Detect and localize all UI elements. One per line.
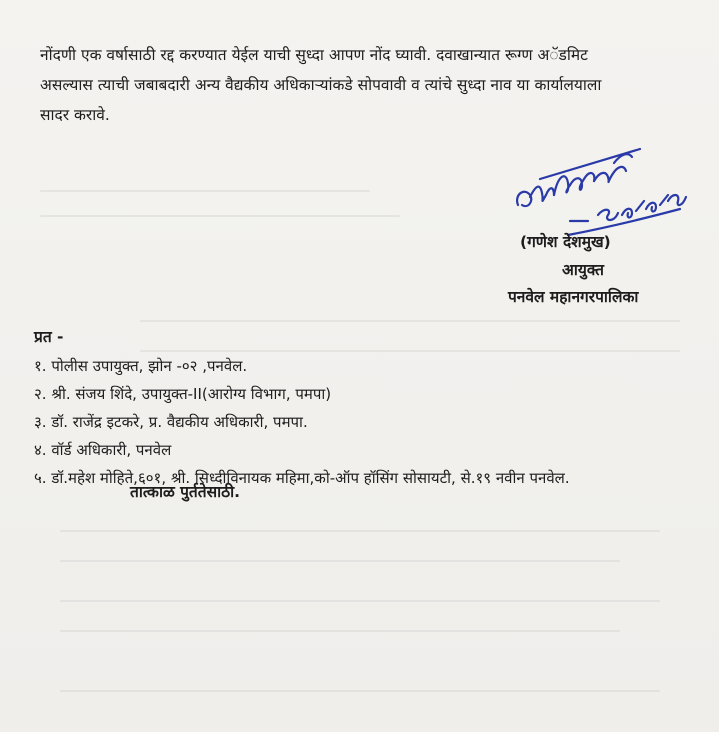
show-through-line [40,215,400,217]
copy-to-heading: प्रत - [34,328,64,346]
show-through-line [60,530,660,532]
show-through-line [60,630,620,632]
show-through-line [40,190,370,192]
copy-to-item: २. श्री. संजय शिंदे, उपायुक्त-II(आरोग्य विभाग, पमपा) [34,385,332,403]
handwritten-signature [510,135,690,245]
body-line-2: असल्यास त्याची जबाबदारी अन्य वैद्यकीय अधिकाऱ्यांकडे सोपवावी व त्यांचे सुध्दा नाव या कार्यालयाला [40,76,602,94]
copy-to-item: १. पोलीस उपायुक्त, झोन -०२ ,पनवेल. [34,357,248,375]
body-line-1: नोंदणी एक वर्षासाठी रद्द करण्यात येईल याची सुध्दा आपण नोंद घ्यावी. दवाखान्यात रूग्ण अॅडमिट [40,46,588,64]
body-line-3: सादर करावे. [40,106,110,124]
urgent-note: तात्काळ पुर्ततेसाठी. [130,483,241,501]
signature-block [470,135,710,310]
show-through-line [60,560,620,562]
signatory-designation: आयुक्त [562,261,604,279]
show-through-line [140,320,680,322]
copy-to-item: ४. वॉर्ड अधिकारी, पनवेल [34,441,172,459]
show-through-line [60,600,660,602]
signatory-name: (गणेश देशमुख) [520,233,611,251]
copy-to-list [34,352,570,492]
signatory-organization: पनवेल महानगरपालिका [508,288,639,306]
copy-to-item: ५. डॉ.महेश मोहिते,६०१, श्री. सिध्दीविनायक महिमा,को-ऑप हॉसिंग सोसायटी, से.१९ नवीन पनवेल. [34,469,570,487]
show-through-line [60,690,660,692]
copy-to-item: ३. डॉ. राजेंद्र इटकरे, प्र. वैद्यकीय अधिकारी, पमपा. [34,413,308,431]
body-paragraph [40,40,690,130]
